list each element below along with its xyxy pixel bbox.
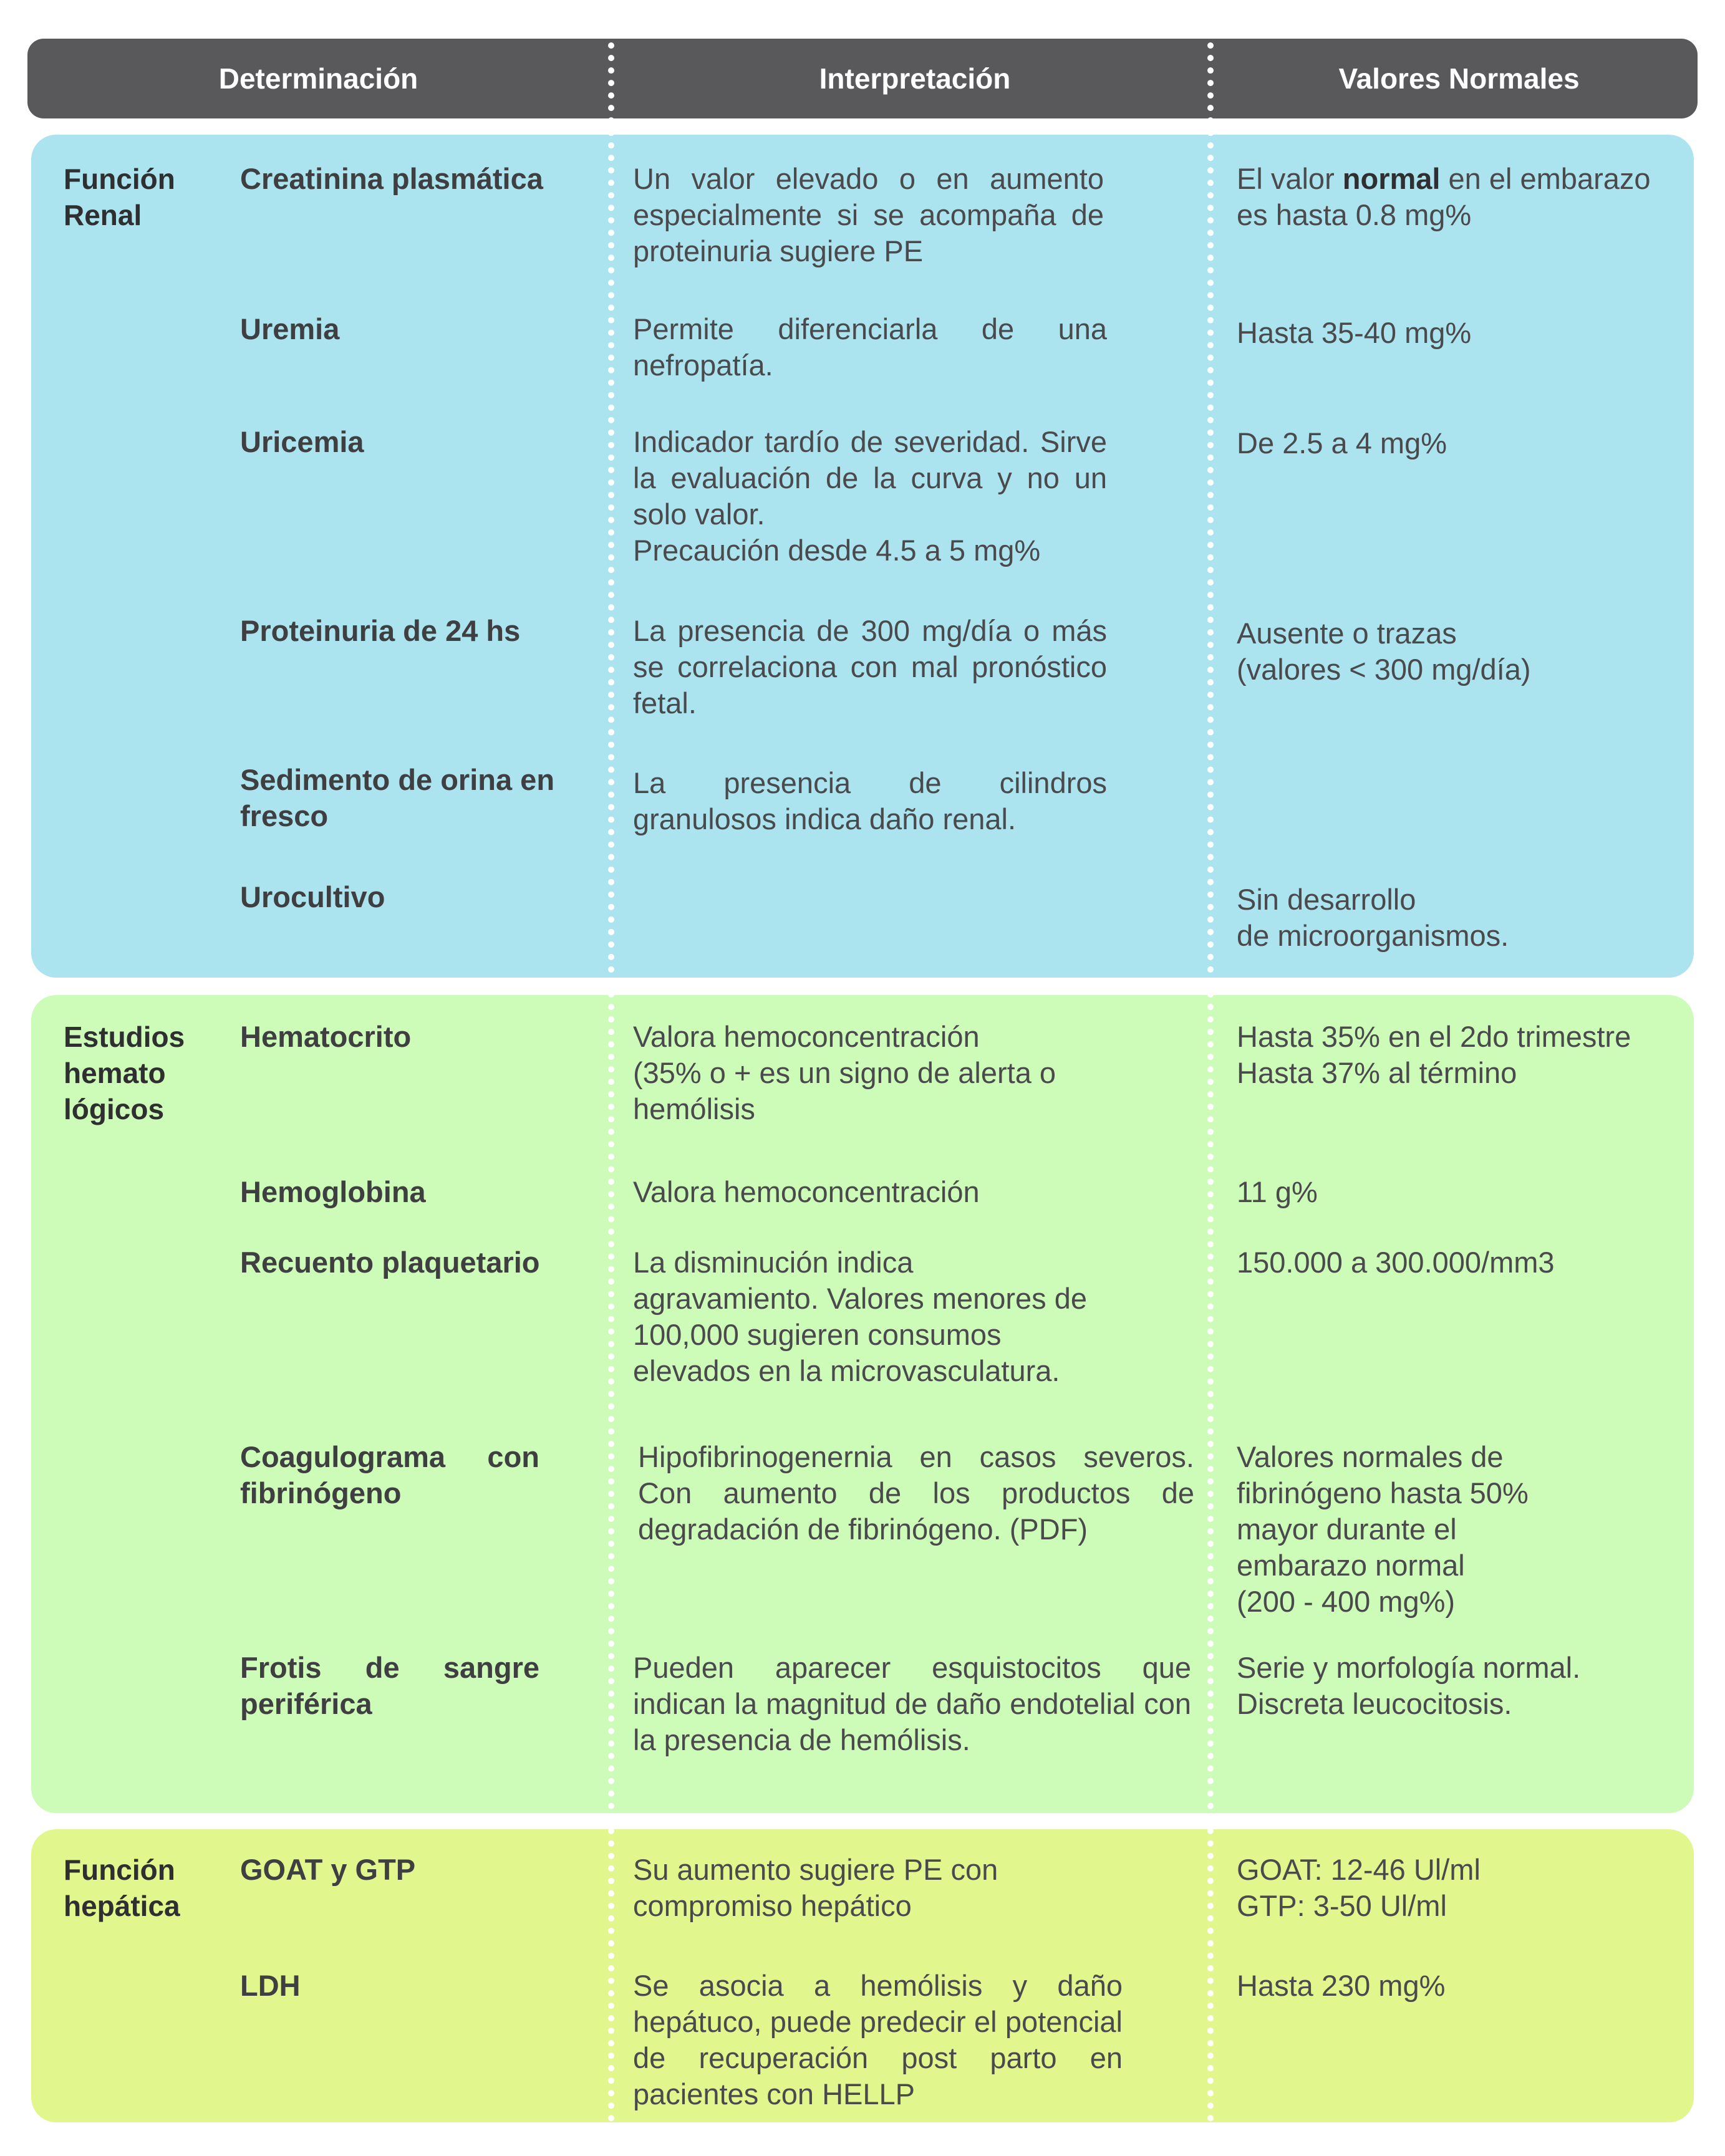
det-recuento-plaquetario: Recuento plaquetario xyxy=(240,1246,540,1279)
column-divider xyxy=(1207,42,1214,2147)
int-hemoglobina: Valora hemoconcentración xyxy=(633,1175,980,1208)
int-frotis: Pueden aparecer esquistocitos que indican la magnitud de daño endotelial con la presencia de hemólisis. xyxy=(633,1651,1191,1756)
header-valores-normales: Valores Normales xyxy=(1338,62,1580,95)
val-urocultivo: Sin desarrollo de microorganismos. xyxy=(1237,883,1509,952)
val-frotis: Serie y morfología normal. Discreta leucocitosis. xyxy=(1237,1651,1581,1720)
int-goat-gtp: Su aumento sugiere PE con compromiso hepático xyxy=(633,1853,998,1922)
int-ldh: Se asocia a hemólisis y daño hepátuco, puede predecir el potencial de recuperación post parto en pacientes con HELLP xyxy=(633,1969,1123,2110)
det-uricemia: Uricemia xyxy=(240,425,364,458)
int-uremia: Permite diferenciarla de una nefropatía. xyxy=(633,312,1107,382)
det-creatinina: Creatinina plasmática xyxy=(240,162,543,195)
val-coagulograma: Valores normales de fibrinógeno hasta 50% mayor durante el embarazo normal (200 - 400 mg%) xyxy=(1237,1440,1529,1618)
val-creatinina: El valor normal en el embarazo es hasta 0.8 mg% xyxy=(1237,162,1651,231)
val-recuento-plaquetario: 150.000 a 300.000/mm3 xyxy=(1237,1246,1555,1279)
val-goat-gtp: GOAT: 12-46 Ul/ml GTP: 3-50 Ul/ml xyxy=(1237,1853,1481,1922)
val-hemoglobina: 11 g% xyxy=(1237,1175,1318,1208)
det-proteinuria: Proteinuria de 24 hs xyxy=(240,614,521,647)
category-funcion-hepatica: Función hepática xyxy=(64,1854,180,1922)
det-coagulograma: Coagulograma con fibrinógeno xyxy=(240,1440,539,1509)
category-funcion-renal: Función Renal xyxy=(64,163,175,231)
table-header xyxy=(27,39,1698,118)
header-determinacion: Determinación xyxy=(218,62,418,95)
val-proteinuria: Ausente o trazas (valores < 300 mg/día) xyxy=(1237,617,1531,686)
int-recuento-plaquetario: La disminución indica agravamiento. Valores menores de 100,000 sugieren consumos elevados en la microvasculatura. xyxy=(633,1246,1088,1387)
det-uremia: Uremia xyxy=(240,312,340,345)
int-coagulograma: Hipofibrinogenernia en casos severos. Con aumento de los productos de degradación de fibrinógeno. (PDF) xyxy=(638,1440,1194,1546)
val-hematocrito: Hasta 35% en el 2do trimestre Hasta 37% al término xyxy=(1237,1020,1631,1089)
det-urocultivo: Urocultivo xyxy=(240,880,385,913)
header-interpretacion: Interpretación xyxy=(819,62,1011,95)
val-ldh: Hasta 230 mg% xyxy=(1237,1969,1446,2002)
det-hematocrito: Hematocrito xyxy=(240,1020,412,1053)
det-sedimento-orina: Sedimento de orina en fresco xyxy=(240,763,555,832)
det-hemoglobina: Hemoglobina xyxy=(240,1175,426,1208)
int-creatinina: Un valor elevado o en aumento especialmente si se acompaña de proteinuria sugiere PE xyxy=(633,162,1104,267)
det-frotis: Frotis de sangre periférica xyxy=(240,1651,539,1720)
int-uricemia: Indicador tardío de severidad. Sirve la evaluación de la curva y no un solo valor. Precaución desde 4.5 a 5 mg% xyxy=(633,425,1107,567)
det-ldh: LDH xyxy=(240,1969,301,2002)
int-hematocrito: Valora hemoconcentración (35% o + es un signo de alerta o hemólisis xyxy=(633,1020,1056,1125)
int-proteinuria: La presencia de 300 mg/día o más se correlaciona con mal pronóstico fetal. xyxy=(633,614,1107,719)
column-divider xyxy=(608,42,614,2147)
det-goat-gtp: GOAT y GTP xyxy=(240,1853,416,1886)
val-uricemia: De 2.5 a 4 mg% xyxy=(1237,426,1447,460)
int-sedimento-orina: La presencia de cilindros granulosos indica daño renal. xyxy=(633,766,1107,835)
val-uremia: Hasta 35-40 mg% xyxy=(1237,316,1472,349)
category-estudios-hematologicos: Estudios hemato lógicos xyxy=(64,1021,185,1125)
